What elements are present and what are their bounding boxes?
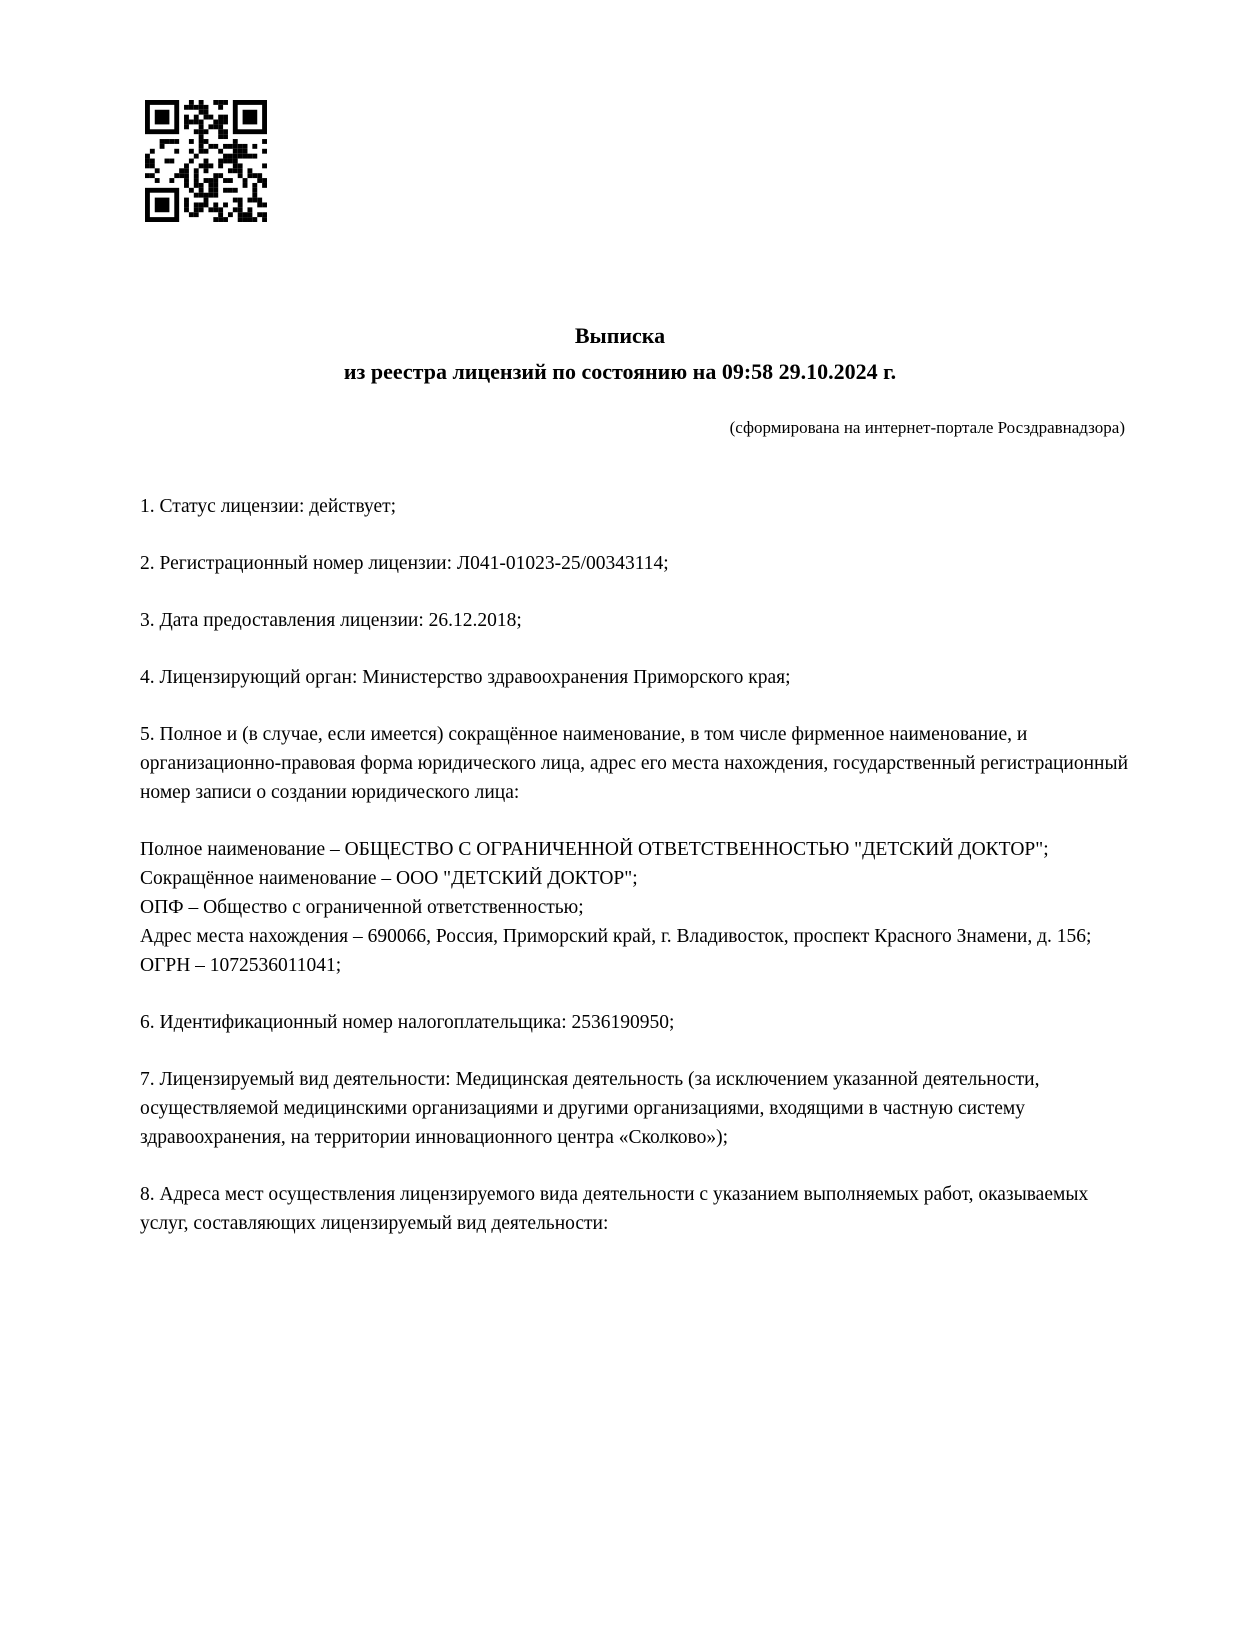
document-title-line2: из реестра лицензий по состоянию на 09:58 29.10.2024 г. xyxy=(343,359,897,384)
document-title-line1: Выписка xyxy=(574,323,666,348)
entity-address: Адрес места нахождения – 690066, Россия, Приморский край, г. Владивосток, проспект Красного Знамени, д. 156; xyxy=(140,926,1092,947)
entity-short-name: Сокращённое наименование – ООО "ДЕТСКИЙ ДОКТОР"; xyxy=(140,868,638,889)
license-registration-number: 2. Регистрационный номер лицензии: Л041-01023-25/00343114; xyxy=(140,553,669,574)
entity-opf: ОПФ – Общество с ограниченной ответственностью; xyxy=(140,897,584,918)
document-title xyxy=(0,318,1240,390)
license-grant-date: 3. Дата предоставления лицензии: 26.12.2018; xyxy=(140,610,522,631)
entity-name-heading: 5. Полное и (в случае, если имеется) сокращённое наименование, в том числе фирменное наименование, и организационно-правовая форма юридического лица, адрес его места нахождения, государственный регистрационный номер записи о создании юридического лица: xyxy=(140,724,1129,803)
entity-ogrn: ОГРН – 1072536011041; xyxy=(140,955,342,976)
license-status: 1. Статус лицензии: действует; xyxy=(140,496,397,517)
entity-details-block xyxy=(140,835,1130,980)
entity-full-name: Полное наименование – ОБЩЕСТВО С ОГРАНИЧЕННОЙ ОТВЕТСТВЕННОСТЬЮ "ДЕТСКИЙ ДОКТОР"; xyxy=(140,839,1049,860)
activity-addresses-heading: 8. Адреса мест осуществления лицензируемого вида деятельности с указанием выполняемых работ, оказываемых услуг, составляющих лицензируемый вид деятельности: xyxy=(140,1184,1089,1234)
licensed-activity: 7. Лицензируемый вид деятельности: Медицинская деятельность (за исключением указанной деятельности, осуществляемой медицинскими организациями и другими организациями, входящими в частную систему здравоохранения, на территории инновационного центра «Сколково»); xyxy=(140,1069,1040,1148)
generation-note: (сформирована на интернет-портале Росздравнадзора) xyxy=(729,418,1125,437)
licensing-authority: 4. Лицензирующий орган: Министерство здравоохранения Приморского края; xyxy=(140,667,791,688)
taxpayer-id: 6. Идентификационный номер налогоплательщика: 2536190950; xyxy=(140,1012,675,1033)
document-body xyxy=(140,492,1130,1266)
qr-code xyxy=(145,100,267,222)
